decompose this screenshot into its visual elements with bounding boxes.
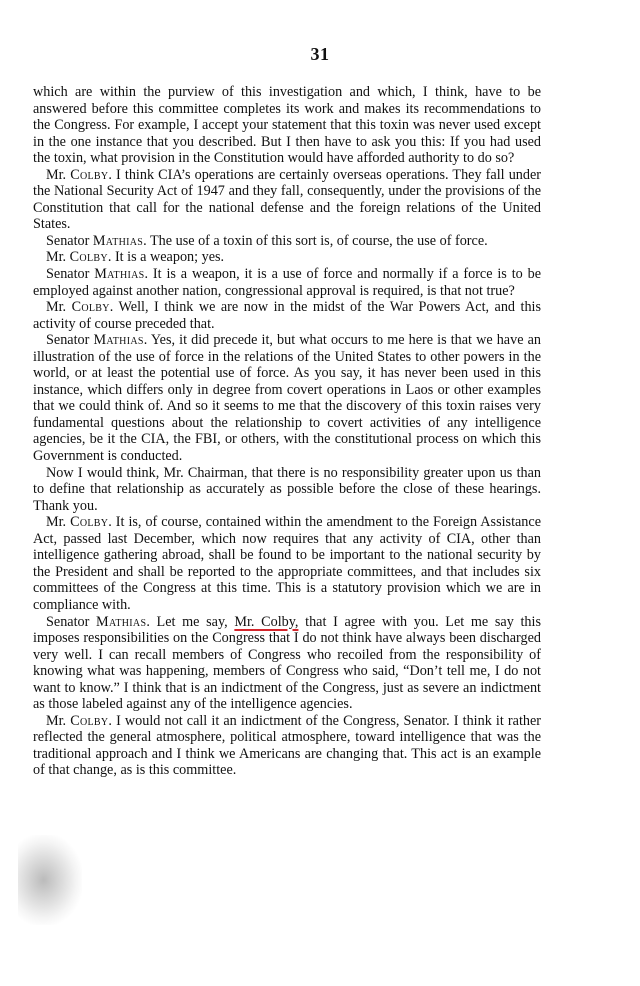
speaker-name: Mathias [92,232,144,249]
transcript-paragraph [33,299,541,332]
paragraph-text: Mr. [46,299,72,316]
transcript-paragraph [33,514,541,613]
speaker-name: Mathias [96,613,147,630]
paragraph-text: . Let me say, [146,613,235,630]
paragraph-text: . It is a weapon; yes. [107,249,225,266]
transcript-paragraph [33,614,541,713]
paragraph-text: Senator [46,332,94,349]
transcript-paragraph [33,266,541,299]
transcript-body [33,84,541,779]
paragraph-text: . I think CIA’s operations are certainly overseas operations. They fall under the National Security Act of 1947 and they fall, consequently, under the provisions of the Constitution that call for the national defense and the foreign relations of the United States. [33,166,541,233]
underlined-text: Mr. Colby, [234,613,299,630]
paragraph-text: Senator [46,232,93,249]
transcript-paragraph [33,233,541,250]
speaker-name: Mathias [93,332,144,349]
transcript-paragraph [33,249,541,266]
speaker-name: Colby [69,249,108,266]
paragraph-text: Mr. [46,249,70,266]
paragraph-text: Mr. [46,712,71,729]
paragraph-text: . The use of a toxin of this sort is, of course, the use of force. [143,232,488,249]
transcript-paragraph [33,332,541,464]
transcript-paragraph [33,465,541,515]
speaker-name: Colby [71,299,110,316]
paragraph-text: . Yes, it did precede it, but what occurs to me here is that we have an illustration of the use of force in the relations of the United States to other powers in the world, or at least the potential use of force. As you say, it has never been used in this instance, which differs only in degree from covert operations in Laos or other examples that we could think of. And so it seems to me that the discovery of this toxin raises very fundamental questions about the relationship to covert activities of any intelligence agencies, be it the CIA, the FBI, or others, with the constitutional process on which this Government is conducted. [33,332,541,465]
transcript-paragraph [33,167,541,233]
paragraph-text: . It is, of course, contained within the amendment to the Foreign Assistance Act, passed last December, which now requires that any activity of CIA, other than intelligence gathering abroad, shall be found to be important to the national security by the President and shall be reported to the appropriate committees, and that includes six committees of the Congress at this time. This is a statutory provision which we are in compliance with. [33,514,541,613]
paragraph-text: . Well, I think we are now in the midst of the War Powers Act, and this activity of course preceded that. [33,299,542,332]
paragraph-text: Now I would think, Mr. Chairman, that there is no responsibility greater upon us than to define that relationship as accurately as possible before the close of these hearings. Thank you. [33,464,541,514]
speaker-name: Colby [70,166,109,183]
transcript-paragraph [33,713,541,779]
paragraph-text: Mr. [46,514,71,531]
paragraph-text: Senator [46,613,97,630]
paragraph-text: that I agree with you. Let me say this imposes responsibilities on the Congress that I do not think have always been discharged very well. I can recall members of Congress who recoiled from the responsibility of knowing what was happening, members of Congress who said, “Don’t tell me, I do not want to know.” I think that is an indictment of the Congress, just as severe an indictment as those labeled against any of the intelligence agencies. [33,613,541,713]
paragraph-text: . I would not call it an indictment of the Congress, Senator. I think it rather reflected the general atmosphere, political atmosphere, toward intelligence that was the traditional approach and I think we Americans are changing that. This act is an example of that change, as is this committee. [33,712,541,779]
page-number: 31 [310,44,330,64]
speaker-name: Mathias [94,266,145,283]
paragraph-text: Mr. [46,166,71,183]
paragraph-text: which are within the purview of this investigation and which, I think, have to be answered before this committee completes its work and makes its recommendations to the Congress. For example, I accept your statement that this toxin was never used except in the one instance that you described. But I then have to ask you this: If you had used the toxin, what provision in the Constitution would have afforded authority to do so? [33,84,541,167]
transcript-paragraph [33,84,541,167]
scan-smudge [18,835,82,925]
paragraph-text: Senator [46,266,95,283]
speaker-name: Colby [70,712,109,729]
paragraph-text: . It is a weapon, it is a use of force and normally if a force is to be employed against another nation, congressional approval is required, is that not true? [33,266,541,299]
speaker-name: Colby [70,514,109,531]
